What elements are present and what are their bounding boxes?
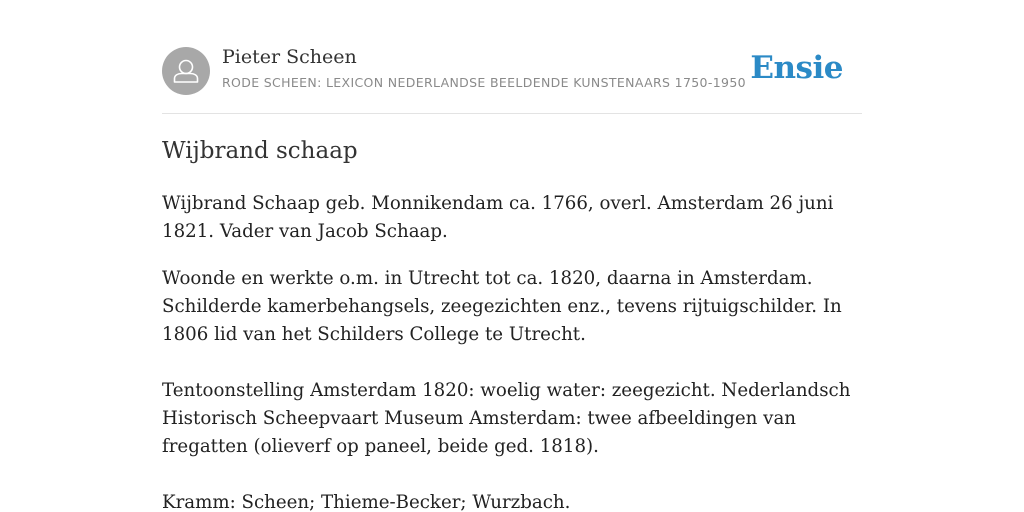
author-name: Pieter Scheen [222,46,357,68]
article-paragraph: Wijbrand Schaap geb. Monnikendam ca. 1766, overl. Amsterdam 26 juni 1821. Vader van Jacob Schaap. [162,193,834,242]
article-paragraph: Woonde en werkte o.m. in Utrecht tot ca. 1820, daarna in Amsterdam. Schilderde kamerbehangsels, zeegezichten enz., tevens rijtuigschilder. In 1806 lid van het Schilders College te Utrecht. [162,268,842,345]
page-container [162,0,862,512]
source-title: RODE SCHEEN: LEXICON NEDERLANDSE BEELDENDE KUNSTENAARS 1750-1950 [222,75,746,90]
article-paragraph: Kramm: Scheen; Thieme-Becker; Wurzbach. [162,492,571,512]
ensie-logo[interactable]: Ensie [750,50,843,86]
avatar [162,47,210,95]
article-paragraph: Tentoonstelling Amsterdam 1820: woelig water: zeegezicht. Nederlandsch Historisch Scheepvaart Museum Amsterdam: twee afbeeldingen van fregatten (olieverf op paneel, beide ged. 1818). [162,380,851,457]
user-icon [162,47,210,95]
article-body [162,190,862,512]
article-title: Wijbrand schaap [162,138,358,164]
header [162,0,862,114]
